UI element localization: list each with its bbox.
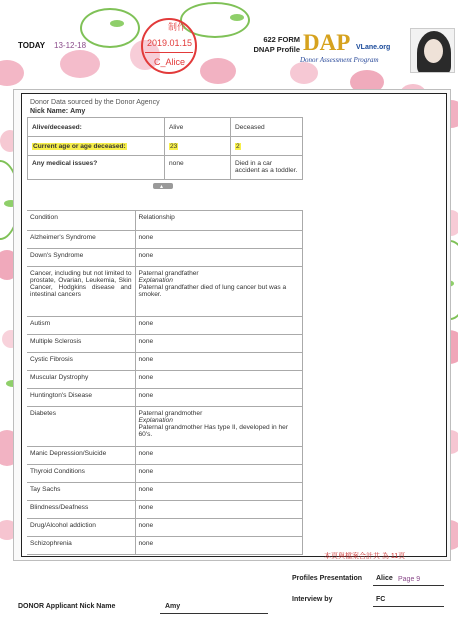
nick-name-value: Amy [70, 108, 86, 115]
relationship-cell: none [135, 519, 303, 537]
relationship-cell: none [135, 231, 303, 249]
table-row [27, 389, 303, 407]
applicant-value: Amy [165, 603, 181, 610]
flower-decoration [200, 58, 236, 84]
donor-photo [410, 28, 455, 73]
medical-col1: none [165, 156, 231, 180]
stamp-divider [145, 52, 193, 53]
age-col1-cell [165, 137, 231, 156]
condition-cell: Down's Syndrome [27, 249, 135, 267]
relationship-cell: none [135, 537, 303, 555]
page-number: Page 9 [398, 576, 421, 583]
signature-line [373, 585, 444, 586]
medical-col2: Died in a car accident as a toddler. [231, 156, 303, 180]
vine-decoration [80, 8, 140, 48]
relationship-cell: none [135, 335, 303, 353]
relationship-cell: none [135, 501, 303, 519]
stamp-date-text: 2019.01.15 [146, 38, 193, 48]
age-value: 23 [170, 142, 178, 150]
table-row [28, 137, 303, 156]
table-row [27, 407, 303, 447]
stamp-author-text: C_Alice [153, 57, 185, 67]
presentation-value: Alice [376, 575, 393, 582]
age-label-cell [28, 137, 165, 156]
age-deceased-value: 2 [236, 142, 240, 150]
today-label: TODAY [18, 41, 46, 50]
relationship-cell: none [135, 483, 303, 501]
table-row [27, 519, 303, 537]
condition-cell: Schizophrenia [27, 537, 135, 555]
table-row [27, 483, 303, 501]
status-label: Alive/deceased: [28, 118, 165, 137]
signature-line [373, 606, 444, 607]
condition-cell: Drug/Alcohol addiction [27, 519, 135, 537]
today-date: 13-12-18 [54, 41, 87, 50]
scroll-arrow-icon[interactable]: ▴ [160, 184, 164, 190]
table-row [27, 465, 303, 483]
stamp-top-text: 制作 [168, 22, 187, 32]
relationship-cell: none [135, 249, 303, 267]
relationship-text: Paternal grandfather [138, 270, 199, 277]
table-row [27, 537, 303, 555]
signature-line [160, 613, 268, 614]
condition-cell: Manic Depression/Suicide [27, 447, 135, 465]
leaf-decoration [230, 14, 244, 21]
flower-decoration [0, 60, 24, 86]
explanation-label: Explanation [138, 417, 173, 424]
page-count-note: 本頁與檔案合計共 為 11頁 [324, 553, 406, 560]
condition-cell: Diabetes [27, 407, 135, 447]
relationship-cell [135, 407, 303, 447]
relationship-cell [135, 267, 303, 317]
table-header-row [27, 211, 303, 231]
relationship-cell: none [135, 389, 303, 407]
table-row [27, 231, 303, 249]
status-col1: Alive [165, 118, 231, 137]
condition-cell: Thyroid Conditions [27, 465, 135, 483]
header-relationship: Relationship [135, 211, 303, 231]
condition-cell: Cystic Fibrosis [27, 353, 135, 371]
table-row [27, 501, 303, 519]
relationship-cell: none [135, 353, 303, 371]
donor-status-table [27, 117, 303, 180]
condition-cell: Tay Sachs [27, 483, 135, 501]
form-number: 622 FORM [263, 35, 300, 44]
applicant-label: DONOR Applicant Nick Name [18, 603, 116, 610]
flower-decoration [60, 50, 100, 78]
table-row [27, 371, 303, 389]
table-row [27, 267, 303, 317]
age-label: Current age or age deceased: [33, 142, 126, 150]
condition-cell: Muscular Dystrophy [27, 371, 135, 389]
table-row [28, 118, 303, 137]
explanation-text: Paternal grandfather died of lung cancer but was a smoker. [138, 284, 287, 298]
table-row [27, 249, 303, 267]
explanation-label: Explanation [138, 277, 173, 284]
condition-cell: Huntington's Disease [27, 389, 135, 407]
avatar-face [424, 39, 443, 63]
dap-logo: DAP [303, 30, 351, 55]
table-row [28, 156, 303, 180]
presentation-label: Profiles Presentation [292, 575, 363, 582]
relationship-cell: none [135, 447, 303, 465]
flower-decoration [290, 62, 318, 84]
interview-label: Interview by [292, 596, 333, 603]
relationship-cell: none [135, 317, 303, 335]
interview-value: FC [376, 596, 386, 603]
condition-cell: Blindness/Deafness [27, 501, 135, 519]
status-col2: Deceased [231, 118, 303, 137]
age-col2-cell [231, 137, 303, 156]
medical-label: Any medical issues? [28, 156, 165, 180]
nick-name-line [30, 108, 85, 115]
dap-logo-suffix: VLane.org [356, 44, 391, 51]
nick-name-label: Nick Name: [30, 108, 69, 115]
condition-cell: Alzheimer's Syndrome [27, 231, 135, 249]
family-history-table [27, 210, 303, 555]
header-condition: Condition [27, 211, 135, 231]
agency-note: Donor Data sourced by the Donor Agency [30, 99, 160, 106]
dap-logo-tagline: Donor Assessment Program [300, 56, 379, 64]
table-row [27, 335, 303, 353]
table-row [27, 447, 303, 465]
relationship-text: Paternal grandmother [138, 410, 203, 417]
relationship-cell: none [135, 371, 303, 389]
condition-cell: Autism [27, 317, 135, 335]
condition-cell: Multiple Sclerosis [27, 335, 135, 353]
relationship-cell: none [135, 465, 303, 483]
leaf-decoration [110, 20, 124, 27]
table-row [27, 353, 303, 371]
condition-cell: Cancer, including but not limited to prostate, Ovarian, Leukemia, Skin Cancer, Hodgkins disease and intestinal cancers [27, 267, 135, 317]
table-row [27, 317, 303, 335]
explanation-text: Paternal grandmother Has type II, developed in her 60's. [138, 424, 289, 438]
form-name: DNAP Profile [253, 45, 300, 54]
